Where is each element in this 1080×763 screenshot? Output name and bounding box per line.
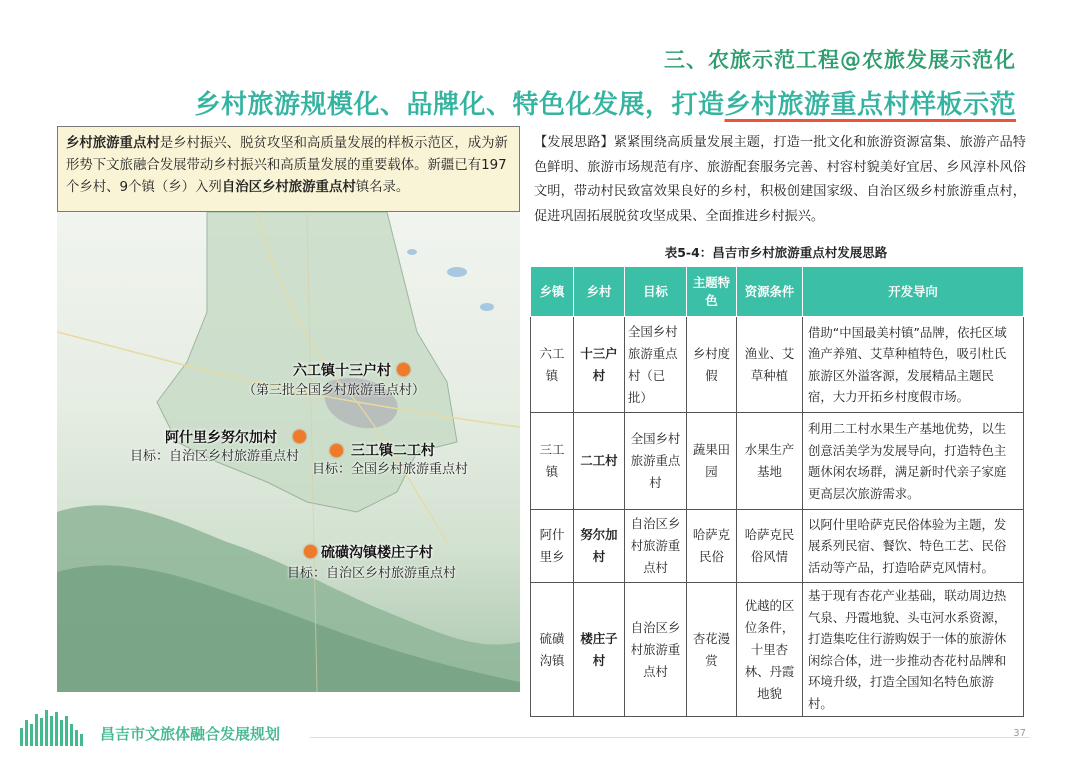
- marker-label: 三工镇二工村: [351, 443, 435, 459]
- cell-village: 二工村: [574, 413, 625, 510]
- cell-resource: 哈萨克民俗风情: [737, 510, 803, 583]
- column-header: 主题特色: [687, 267, 737, 317]
- cell-resource: 渔业、艾草种植: [737, 317, 803, 413]
- cell-direction: 利用二工村水果生产基地优势，以生创意活美学为发展导向，打造特色主题休闲农场群，满足新时代亲子家庭更高层次旅游需求。: [803, 413, 1024, 510]
- table-row: [531, 413, 1024, 510]
- cell-resource: 水果生产基地: [737, 413, 803, 510]
- column-header: 开发导向: [803, 267, 1024, 317]
- cell-village: 努尔加村: [574, 510, 625, 583]
- column-header: 目标: [625, 267, 687, 317]
- map-panel: [57, 212, 520, 692]
- section-title: 三、农旅示范工程@农旅发展示范化: [664, 48, 1016, 72]
- development-table: [530, 266, 1024, 717]
- marker-icon[interactable]: [293, 430, 306, 443]
- marker-sublabel: （第三批全国乡村旅游重点村）: [243, 383, 426, 398]
- footer-title: 昌吉市文旅体融合发展规划: [100, 725, 281, 743]
- cell-goal: 自治区乡村旅游重点村: [625, 510, 687, 583]
- cell-town: 三工镇: [531, 413, 574, 510]
- column-header: 乡镇: [531, 267, 574, 317]
- cell-direction: 基于现有杏花产业基础，联动周边热气泉、丹霞地貌、头屯河水系资源，打造集吃住行游购娱于一体的旅游休闲综合体，进一步推动杏花村品牌和环境升级，打造全国知名特色旅游村。: [803, 583, 1024, 717]
- table-title: 表5-4：昌吉市乡村旅游重点村发展思路: [664, 245, 888, 260]
- intro-lead: 乡村旅游重点村: [66, 136, 160, 151]
- cell-theme: 哈萨克民俗: [687, 510, 737, 583]
- marker-sublabel: 目标：自治区乡村旅游重点村: [130, 449, 300, 464]
- cell-village: 十三户村: [574, 317, 625, 413]
- intro-emphasis: 自治区乡村旅游重点村: [221, 180, 356, 195]
- cell-goal: 自治区乡村旅游重点村: [625, 583, 687, 717]
- development-idea: 【发展思路】紧紧围绕高质量发展主题，打造一批文化和旅游资源富集、旅游产品特色鲜明、旅游市场规范有序、旅游配套服务完善、村容村貌美好宜居、乡风淳朴风俗文明，带动村民致富效果良好的乡村，积极创建国家级、自治区级乡村旅游重点村，促进巩固拓展脱贫攻坚成果、全面推进乡村振兴。: [534, 135, 1026, 224]
- cell-direction: 借助“中国最美村镇”品牌，依托区域渔产养殖、艾草种植特色，吸引杜氏旅游区外溢客源，发展精品主题民宿，大力开拓乡村度假市场。: [803, 317, 1024, 413]
- page-headline: [194, 84, 1016, 121]
- cell-theme: 蔬果田园: [687, 413, 737, 510]
- marker-icon[interactable]: [397, 363, 410, 376]
- intro-box: [57, 126, 520, 212]
- page-number: 37: [1013, 728, 1026, 739]
- marker-sublabel: 目标：自治区乡村旅游重点村: [287, 566, 457, 581]
- marker-label: 硫磺沟镇楼庄子村: [321, 545, 433, 561]
- marker-label: 六工镇十三户村: [293, 363, 391, 379]
- cell-village: 楼庄子村: [574, 583, 625, 717]
- intro-text-end: 镇名录。: [355, 180, 410, 195]
- cell-town: 六工镇: [531, 317, 574, 413]
- table-row: [531, 510, 1024, 583]
- skyline-logo-icon: [16, 706, 88, 746]
- cell-goal: 全国乡村旅游重点村: [625, 413, 687, 510]
- cell-theme: 杏花漫赏: [687, 583, 737, 717]
- cell-resource: 优越的区位条件，十里杏林、丹霞地貌: [737, 583, 803, 717]
- table-header-row: [531, 267, 1024, 317]
- marker-label: 阿什里乡努尔加村: [165, 430, 277, 446]
- marker-sublabel: 目标：全国乡村旅游重点村: [312, 462, 469, 477]
- table-row: [531, 317, 1024, 413]
- footer-divider: [310, 737, 1030, 738]
- cell-town: 阿什里乡: [531, 510, 574, 583]
- cell-goal: 全国乡村旅游重点村（已批）: [625, 317, 687, 413]
- cell-town: 硫磺沟镇: [531, 583, 574, 717]
- marker-icon[interactable]: [304, 545, 317, 558]
- column-header: 资源条件: [737, 267, 803, 317]
- marker-icon[interactable]: [330, 444, 343, 457]
- intro-text: 是乡村振兴、脱贫攻坚和高质量发展的样板示范区，成为新形势下文旅融合发展带动乡村振兴和高质量发展的重要载体。新疆已有197个乡村、9个镇（乡）入列: [66, 136, 508, 195]
- headline-highlight: 乡村旅游重点村样板示范: [724, 90, 1016, 120]
- cell-theme: 乡村度假: [687, 317, 737, 413]
- headline-text: 乡村旅游规模化、品牌化、特色化发展，打造: [194, 90, 725, 120]
- cell-direction: 以阿什里哈萨克民俗体验为主题，发展系列民宿、餐饮、特色工艺、民俗活动等产品，打造哈萨克风情村。: [803, 510, 1024, 583]
- column-header: 乡村: [574, 267, 625, 317]
- table-row: [531, 583, 1024, 717]
